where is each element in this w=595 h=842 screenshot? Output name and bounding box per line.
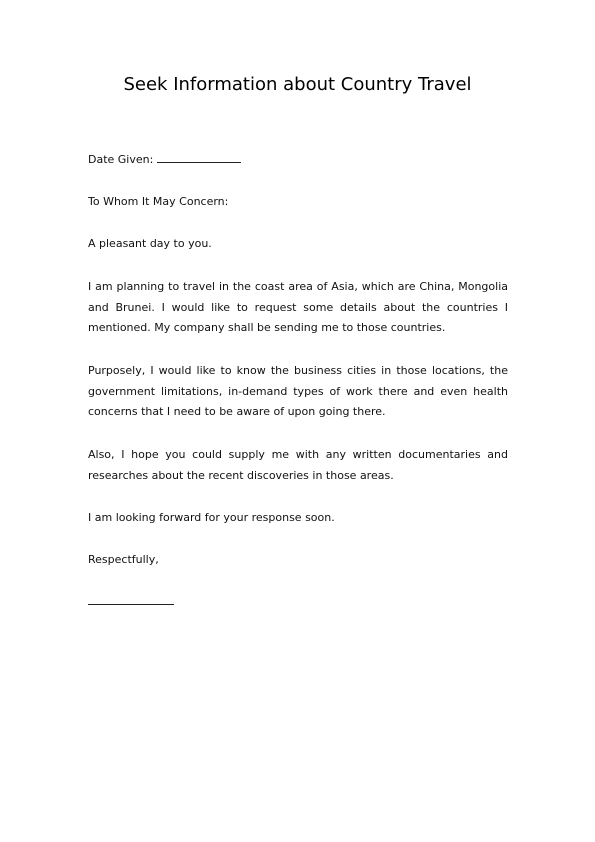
document-title: Seek Information about Country Travel [123, 74, 472, 95]
signoff: Respectfully, [88, 553, 159, 566]
date-given-label: Date Given: [88, 153, 154, 166]
paragraph-travel-plans: I am planning to travel in the coast area of Asia, which are China, Mongolia and Brunei. I would like to request some details about the countries I mentioned. My company shall be sending me to those countries. [88, 280, 508, 334]
closing-line: I am looking forward for your response soon. [88, 511, 335, 524]
date-given-row [88, 150, 508, 171]
paragraph-information-needed: Purposely, I would like to know the business cities in those locations, the government limitations, in-demand types of work there and even health concerns that I need to be aware of upon going there. [88, 364, 508, 418]
date-blank-line [157, 153, 241, 163]
signature-line [88, 604, 174, 605]
paragraph-document-request: Also, I hope you could supply me with any written documentaries and researches about the recent discoveries in those areas. [88, 448, 508, 482]
salutation: To Whom It May Concern: [88, 195, 229, 208]
greeting: A pleasant day to you. [88, 237, 212, 250]
